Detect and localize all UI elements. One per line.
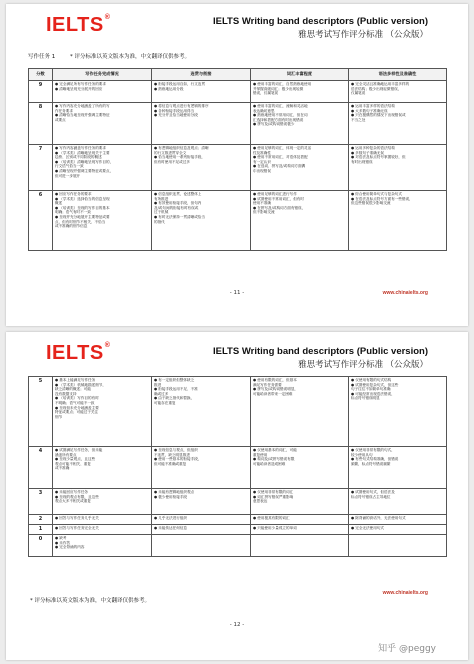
- descriptor-line: ● 有些句式结构准确，但错误: [351, 457, 399, 462]
- descriptor-cell: [349, 103, 447, 145]
- document-page-11: [6, 4, 468, 326]
- descriptor-line: ● 大多数句子准确无误: [351, 108, 388, 113]
- descriptor-line: ● 试图使用句式，但语法及: [351, 490, 395, 494]
- descriptor-line: 不明确；语气可能不一致: [55, 400, 95, 405]
- table-row: [29, 145, 447, 191]
- descriptor-line: 汇选择和搭配方面有时出现错误: [253, 117, 304, 122]
- descriptor-line: ● 仅使用有限的句式结构: [351, 378, 392, 382]
- descriptor-line: ● 衔接手段运用自如，行文连贯: [154, 82, 205, 86]
- descriptor-line: ● 基本上能满足写作任务: [55, 378, 96, 382]
- table-row: [29, 377, 447, 447]
- descriptor-line: ● 使用足够的词汇进行写作: [253, 192, 297, 196]
- descriptor-line: 不当之处: [351, 117, 366, 122]
- descriptor-cell: [349, 191, 447, 251]
- descriptor-line: ● 回答与写作任务完全无关: [55, 526, 99, 530]
- table-row: [29, 191, 447, 251]
- descriptor-line: 但这些错误很少影响交流: [351, 201, 391, 206]
- descriptor-line: 句子往往不如简单句准确: [351, 387, 391, 392]
- descriptor-line: 较少使用从句: [351, 452, 373, 457]
- descriptor-line: ● 只在极偶然的情况下出现错误或: [351, 113, 406, 118]
- descriptor-line: ● （学术类）选择恰当的信息呈现: [55, 196, 110, 201]
- descriptor-line: ● 回答与写作任务几乎无关: [55, 516, 99, 520]
- band-descriptor-table: [28, 376, 447, 557]
- descriptor-line: ● （培训类）清晰地呈现写作目的，: [55, 159, 114, 164]
- descriptor-line: ● 将信息与观点进行有逻辑的排序: [154, 104, 209, 108]
- ielts-logo: IELTS®: [46, 342, 111, 364]
- descriptor-cell: [53, 535, 152, 557]
- descriptor-cell: [349, 515, 447, 525]
- descriptor-line: ● （学术类）清晰地呈现关于主要: [55, 150, 110, 155]
- descriptor-line: ● 熟练地运用分段: [154, 86, 184, 91]
- descriptor-line: 或不准确的细节信息: [55, 224, 88, 229]
- descriptor-line: 点，但有时细节不相关、不恰当: [55, 219, 106, 224]
- ielts-logo: IELTS®: [46, 14, 111, 36]
- descriptor-line: 但有时使用不足或过多: [154, 159, 190, 164]
- descriptor-cell: [251, 377, 349, 447]
- descriptor-cell: [53, 103, 152, 145]
- table-row: [29, 81, 447, 103]
- descriptor-line: ● 完全满足所有写作任务的要求: [55, 82, 106, 86]
- descriptor-line: ● 各种衔接手段运用得当: [154, 108, 195, 113]
- descriptor-cell: [349, 81, 447, 103]
- descriptor-line: ● 缺考: [55, 536, 67, 540]
- title-english: IELTS Writing band descriptors (Public version): [212, 16, 428, 27]
- descriptor-line: 确或过多: [154, 391, 169, 396]
- descriptor-line: ● 在选词、拼写及/或构词方面偶: [253, 164, 306, 169]
- descriptor-line: ● （学术类）机械地描述细节，: [55, 382, 106, 387]
- descriptor-cell: [251, 447, 349, 489]
- website-url: www.chinaielts.org: [382, 290, 428, 296]
- descriptor-cell: [251, 535, 349, 557]
- column-header: 词汇丰富程度: [251, 69, 349, 81]
- title-chinese: 雅思考试写作评分标准 （公众版）: [298, 29, 428, 39]
- descriptor-cell: [251, 145, 349, 191]
- descriptor-line: ● 极少使用衔接手段: [154, 494, 188, 499]
- descriptor-line: ● 未能传达任何信息: [154, 526, 188, 530]
- descriptor-line: 有时出现错误: [351, 159, 373, 164]
- descriptor-line: 意思表达: [253, 499, 268, 504]
- descriptor-cell: [349, 377, 447, 447]
- page-header: [213, 16, 428, 40]
- descriptor-line: ● 完全灵活且准确地运用丰富多样的: [351, 82, 410, 86]
- band-score: 4: [29, 447, 53, 489]
- descriptor-cell: [251, 103, 349, 145]
- table-row: [29, 103, 447, 145]
- descriptor-line: 概述: [55, 201, 63, 206]
- descriptor-line: ● 仅使用非常有限的词汇: [253, 490, 294, 494]
- table-row: [29, 447, 447, 489]
- descriptor-line: 频繁，标点符号错误频繁: [351, 461, 391, 466]
- band-descriptor-table: [28, 68, 447, 251]
- descriptor-line: 的指代: [154, 219, 165, 224]
- column-header: 语法多样性及准确性: [349, 69, 447, 81]
- descriptor-line: ● 使用有限的词汇，但基本: [253, 378, 297, 382]
- task-label: 写作任务 1: [28, 54, 56, 60]
- band-score: 2: [29, 515, 53, 525]
- descriptor-cell: [53, 377, 152, 447]
- table-row: [29, 535, 447, 557]
- descriptor-line: ● 综合使用简单句式与复杂句式: [351, 192, 402, 196]
- descriptor-line: ● 使用一些基本的衔接手段，: [154, 457, 202, 462]
- descriptor-line: ● （培训类）呈现的写作目的基本: [55, 205, 110, 210]
- descriptor-cell: [53, 145, 152, 191]
- descriptor-line: 重复使用: [253, 452, 268, 457]
- band-score: 5: [29, 377, 53, 447]
- descriptor-line: 并掌握高级词汇；极少出现轻微: [253, 86, 304, 91]
- descriptor-line: 作任务要求: [55, 108, 73, 113]
- descriptor-line: ● 几乎无法进行组织: [154, 516, 188, 520]
- descriptor-line: ● 试图满足写作任务，但未能: [55, 448, 103, 452]
- descriptor-line: ● 呈现并充分地展开主要特征或要: [55, 214, 110, 219]
- descriptor-cell: [349, 145, 447, 191]
- title-chinese: 雅思考试写作评分标准 （公众版）: [298, 359, 428, 369]
- descriptor-line: ● 清晰恰当地呈现并强调主要特征: [55, 113, 110, 118]
- descriptor-line: ● 有效使用衔接手段，但句内: [154, 201, 202, 206]
- descriptor-cell: [152, 377, 251, 447]
- descriptor-cell: [53, 191, 152, 251]
- descriptor-line: ● 未作答: [55, 540, 71, 545]
- descriptor-line: ● 写作内容充分地涵盖了所有的写: [55, 104, 110, 108]
- descriptor-line: 涵盖所有要点: [55, 452, 77, 457]
- descriptor-line: ● 仅使用基本的词汇，可能: [253, 448, 297, 452]
- descriptor-line: 满足写作任务需要: [253, 382, 282, 387]
- band-score: 1: [29, 525, 53, 535]
- descriptor-line: ● 回应写作任务的要求: [55, 192, 92, 196]
- descriptor-line: ● 写作内容涵盖写作任务的要求: [55, 146, 106, 150]
- descriptor-line: 错误，仅属笔误: [253, 91, 279, 96]
- descriptor-line: ● 试图使用复杂句式，但这些: [351, 382, 399, 387]
- descriptor-line: 但可能不准确或重复: [154, 461, 187, 466]
- descriptor-cell: [152, 515, 251, 525]
- descriptor-line: 仅属笔误: [351, 91, 366, 96]
- descriptor-line: ● 有一定组织但整体缺乏: [154, 378, 195, 382]
- descriptor-line: 使用不准确: [253, 201, 271, 206]
- descriptor-line: 没有数据支持: [55, 391, 77, 396]
- descriptor-line: ● 未能回应写作任务: [55, 490, 89, 494]
- descriptor-line: ● 多数句子准确无误: [351, 150, 385, 155]
- descriptor-cell: [152, 447, 251, 489]
- descriptor-cell: [349, 535, 447, 557]
- column-header: 分数: [29, 69, 53, 81]
- descriptor-cell: [53, 525, 152, 535]
- descriptor-cell: [251, 191, 349, 251]
- descriptor-line: ● 词汇拼写错误严重影响: [253, 494, 294, 499]
- band-score: 9: [29, 81, 53, 103]
- table-row: [29, 515, 447, 525]
- descriptor-line: ● 由于缺乏指代和替换，: [154, 396, 195, 401]
- descriptor-line: ● 除背诵的套话外，无法使用句式: [351, 516, 406, 520]
- descriptor-line: 可能存在重复: [154, 400, 176, 405]
- descriptor-line: 性及准确性: [253, 150, 271, 155]
- translation-note: * 评分标准以英文版本为准，中文翻译仅供参考。: [70, 54, 190, 60]
- descriptor-line: 语法结构；极少出现轻微错误，: [351, 86, 402, 91]
- descriptor-line: 标点符号错误占主导地位: [351, 494, 391, 499]
- descriptor-cell: [152, 81, 251, 103]
- descriptor-cell: [152, 489, 251, 515]
- descriptor-line: ● 仅使用非常有限的句式，: [351, 448, 395, 452]
- descriptor-line: ● 试图使用不常用词汇，但有时: [253, 196, 304, 201]
- descriptor-line: 或不准确: [55, 466, 70, 471]
- descriptor-line: ● （培训类）写作目的有时: [55, 396, 99, 401]
- descriptor-line: 行文语气恰当一致: [55, 164, 84, 169]
- page-number: - 11 -: [229, 290, 245, 296]
- band-score: 7: [29, 145, 53, 191]
- descriptor-line: ● 清晰呈现并强调主要特征或要点，: [55, 168, 114, 173]
- descriptor-line: ● 未能有逻辑地组织观点: [154, 490, 195, 494]
- descriptor-line: ● 熟练地使用不常用词汇，但在词: [253, 113, 308, 118]
- descriptor-line: 尔出现错误: [253, 168, 271, 173]
- descriptor-line: ● 运用丰富多样的语法结构: [351, 104, 395, 108]
- website-url: www.chinaielts.org: [382, 590, 428, 596]
- descriptor-line: ● 清晰地呈现充分展开的回应: [55, 86, 103, 91]
- descriptor-line: 明确；语气有时不一致: [55, 210, 91, 215]
- band-score: 8: [29, 103, 53, 145]
- descriptor-line: 细节: [55, 414, 63, 419]
- descriptor-line: ● 完全无法使用句式: [351, 526, 385, 530]
- descriptor-cell: [152, 145, 251, 191]
- descriptor-cell: [53, 515, 152, 525]
- document-page-12: [6, 332, 468, 660]
- descriptor-line: 缺乏清晰的概述；可能: [55, 387, 91, 392]
- watermark-text: 知乎 @peggy: [378, 644, 436, 654]
- descriptor-cell: [251, 81, 349, 103]
- descriptor-line: 过于机械: [154, 210, 169, 215]
- column-header: 连贯与衔接: [152, 69, 251, 81]
- descriptor-cell: [349, 489, 447, 515]
- descriptor-line: 观点大多不相关或重复: [55, 499, 91, 504]
- descriptor-line: ● 呈现但未充分地涵盖主要: [55, 405, 99, 410]
- descriptor-cell: [349, 447, 447, 489]
- translation-note: * 评分标准以英文版本为准，中文翻译仅供参考。: [30, 598, 150, 604]
- table-row: [29, 489, 447, 515]
- descriptor-line: ● 拼写及/或构词错误明显，: [253, 387, 299, 392]
- descriptor-line: ● 有逻辑地组织信息及观点；清晰: [154, 146, 209, 150]
- descriptor-line: 或要点: [55, 117, 66, 122]
- descriptor-line: ● 在拼写及/或构词方面有错误，: [253, 205, 306, 210]
- table-header-row: [29, 69, 447, 81]
- descriptor-line: ● 对语法及标点符号掌握较好，但: [351, 155, 406, 160]
- descriptor-line: ● 恰当地使用一系列衔接手段，: [154, 155, 205, 160]
- descriptor-line: 观点可能不相关、重复: [55, 461, 91, 466]
- descriptor-line: ● 使用足够的词汇，体现一定的灵活: [253, 146, 312, 150]
- descriptor-cell: [53, 81, 152, 103]
- descriptor-line: 有所推进: [154, 196, 169, 201]
- descriptor-line: ● 只能使用少量孤立的单词: [253, 526, 297, 530]
- descriptor-line: 不连贯，缺乏明显推进: [154, 452, 190, 457]
- descriptor-cell: [251, 515, 349, 525]
- descriptor-line: ● 拼写及/或构词错误极少: [253, 122, 295, 127]
- descriptor-line: ● 充分并且恰当地使用分段: [154, 113, 198, 118]
- descriptor-line: ● 使用丰富的词汇，流畅和灵活地: [253, 104, 308, 108]
- band-score: 3: [29, 489, 53, 515]
- descriptor-line: ● 完全背诵的内容: [55, 545, 85, 550]
- descriptor-line: 特征或要点；可能过于关注: [55, 410, 99, 415]
- page-header: [213, 346, 428, 370]
- descriptor-line: 但可进一步展开: [55, 173, 81, 178]
- descriptor-cell: [152, 525, 251, 535]
- descriptor-line: ● 构词及/或拼写错误有限: [253, 457, 295, 462]
- descriptor-line: 趋势、区别或不同阶段的概述: [55, 155, 102, 160]
- descriptor-line: 的行文推进贯穿全文: [154, 150, 187, 155]
- descriptor-line: ● 信息组织连贯，论述整体上: [154, 192, 202, 196]
- descriptor-line: ● 衔接手段运用不足、不准: [154, 387, 198, 392]
- band-score: 0: [29, 535, 53, 557]
- title-english: IELTS Writing band descriptors (Public version): [212, 346, 428, 357]
- descriptor-line: ● 呈现的观点有限，且这些: [55, 494, 99, 499]
- descriptor-line: 表达确切意思: [253, 108, 275, 113]
- descriptor-cell: [251, 525, 349, 535]
- column-header: 写作任务完成情况: [53, 69, 152, 81]
- descriptor-cell: [53, 489, 152, 515]
- descriptor-cell: [152, 103, 251, 145]
- band-score: 6: [29, 191, 53, 251]
- descriptor-line: 及/或句间的衔接有时有误或: [154, 205, 199, 210]
- descriptor-line: ● 呈现信息与观点，但组织: [154, 448, 198, 452]
- descriptor-line: ● 可能经常出现语法错误，: [351, 391, 395, 396]
- descriptor-line: 推进: [154, 382, 162, 387]
- descriptor-line: 标点符号错误明显: [351, 396, 380, 401]
- descriptor-cell: [251, 489, 349, 515]
- descriptor-line: ● 呈现少量观点，且这些: [55, 457, 96, 462]
- descriptor-line: ● 有时无法保持一贯清晰或恰当: [154, 214, 205, 219]
- descriptor-line: ● 在语法及标点符号方面有一些错误，: [351, 196, 413, 201]
- descriptor-cell: [152, 535, 251, 557]
- descriptor-line: ● 运用多种复杂的语法结构: [351, 146, 395, 150]
- page-number: - 12 -: [229, 622, 245, 628]
- descriptor-line: 可能给读者造成困难: [253, 461, 286, 466]
- descriptor-line: 可能给读者带来一定困难: [253, 391, 293, 396]
- descriptor-line: ● 使用丰富的词汇，自然熟练地使用: [253, 82, 312, 86]
- descriptor-line: 有一定认识: [253, 159, 271, 164]
- descriptor-line: ● 使用不常用词汇，对语体及搭配: [253, 155, 308, 160]
- descriptor-cell: [53, 447, 152, 489]
- descriptor-line: 但不影响交流: [253, 210, 275, 215]
- table-row: [29, 525, 447, 535]
- descriptor-cell: [152, 191, 251, 251]
- descriptor-cell: [349, 525, 447, 535]
- descriptor-line: ● 使用极其有限的词汇: [253, 516, 290, 520]
